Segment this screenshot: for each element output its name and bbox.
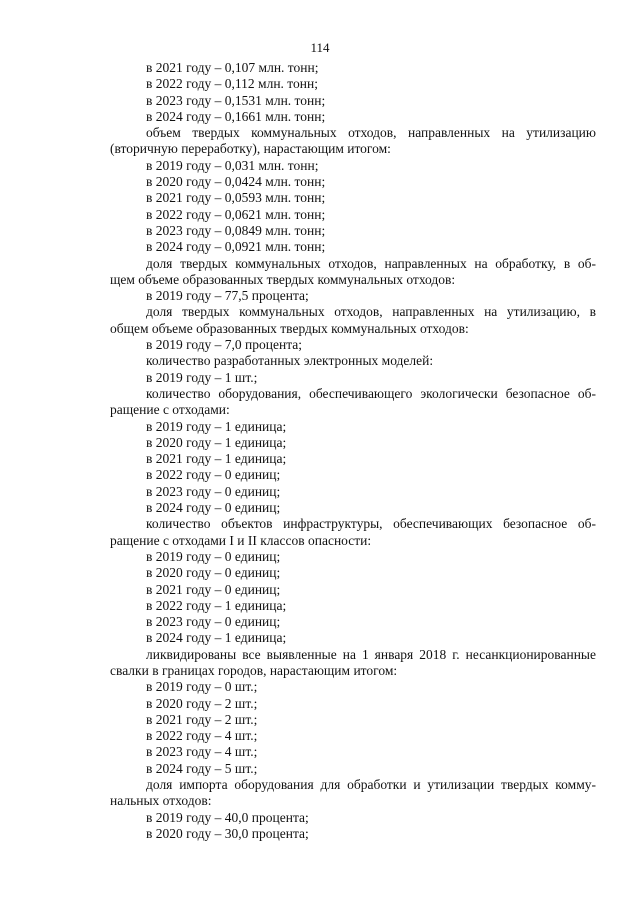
- text-line: в 2019 году – 7,0 процента;: [146, 337, 303, 353]
- text-line: в 2020 году – 0,0424 млн. тонн;: [146, 174, 326, 190]
- text-line: объем твердых коммунальных отходов, направленных на утилизацию: [146, 125, 596, 141]
- text-line: в 2021 году – 2 шт.;: [146, 711, 258, 727]
- text-line: в 2023 году – 0,1531 млн. тонн;: [146, 92, 326, 108]
- text-line: в 2021 году – 0,0593 млн. тонн;: [146, 190, 326, 206]
- text-line: в 2019 году – 0,031 млн. тонн;: [146, 157, 319, 173]
- text-line: в 2023 году – 0 единиц;: [146, 614, 281, 630]
- text-line: ращение с отходами I и II классов опасности:: [110, 532, 372, 548]
- text-line: в 2022 году – 0,0621 млн. тонн;: [146, 206, 326, 222]
- document-body: [110, 60, 596, 842]
- text-line: в 2019 году – 1 шт.;: [146, 369, 258, 385]
- text-line: количество объектов инфраструктуры, обеспечивающих безопасное об-: [146, 516, 596, 532]
- text-line: в 2019 году – 1 единица;: [146, 418, 287, 434]
- text-line: в 2022 году – 0,112 млн. тонн;: [146, 76, 318, 92]
- text-line: в 2023 году – 4 шт.;: [146, 744, 258, 760]
- text-line: в 2024 году – 0,1661 млн. тонн;: [146, 108, 326, 124]
- text-line: в 2020 году – 30,0 процента;: [146, 825, 309, 841]
- text-line: в 2020 году – 0 единиц;: [146, 565, 281, 581]
- text-line: в 2019 году – 40,0 процента;: [146, 809, 309, 825]
- text-line: в 2019 году – 0 единиц;: [146, 548, 281, 564]
- text-line: в 2019 году – 0 шт.;: [146, 679, 258, 695]
- text-line: в 2019 году – 77,5 процента;: [146, 288, 309, 304]
- text-line: доля твердых коммунальных отходов, направленных на обработку, в об-: [146, 255, 596, 271]
- page-number: 114: [310, 40, 330, 55]
- text-line: нальных отходов:: [110, 793, 212, 809]
- text-line: в 2024 году – 0 единиц;: [146, 500, 281, 516]
- text-line: ращение с отходами:: [110, 402, 230, 418]
- text-line: в 2021 году – 1 единица;: [146, 451, 287, 467]
- text-line: в 2024 году – 0,0921 млн. тонн;: [146, 239, 326, 255]
- text-line: доля твердых коммунальных отходов, направленных на утилизацию, в: [146, 304, 596, 320]
- text-line: в 2020 году – 1 единица;: [146, 434, 287, 450]
- text-line: общем объеме образованных твердых коммунальных отходов:: [110, 320, 469, 336]
- text-line: в 2024 году – 5 шт.;: [146, 760, 258, 776]
- text-line: в 2022 году – 0 единиц;: [146, 467, 281, 483]
- text-line: количество разработанных электронных моделей:: [146, 353, 434, 369]
- text-line: в 2022 году – 1 единица;: [146, 597, 287, 613]
- text-line: ликвидированы все выявленные на 1 января 2018 г. несанкционированные: [146, 646, 596, 662]
- text-line: в 2021 году – 0 единиц;: [146, 581, 281, 597]
- text-line: в 2021 году – 0,107 млн. тонн;: [146, 60, 319, 75]
- text-line: количество оборудования, обеспечивающего экологически безопасное об-: [146, 385, 596, 401]
- text-line: в 2023 году – 0 единиц;: [146, 483, 281, 499]
- text-line: (вторичную переработку), нарастающим итогом:: [110, 141, 391, 157]
- text-line: в 2020 году – 2 шт.;: [146, 695, 258, 711]
- text-line: щем объеме образованных твердых коммунальных отходов:: [110, 271, 456, 287]
- text-line: в 2024 году – 1 единица;: [146, 630, 287, 646]
- text-line: доля импорта оборудования для обработки и утилизации твердых комму-: [146, 777, 596, 793]
- text-line: свалки в границах городов, нарастающим итогом:: [110, 662, 398, 678]
- text-line: в 2023 году – 0,0849 млн. тонн;: [146, 222, 326, 238]
- text-line: в 2022 году – 4 шт.;: [146, 728, 258, 744]
